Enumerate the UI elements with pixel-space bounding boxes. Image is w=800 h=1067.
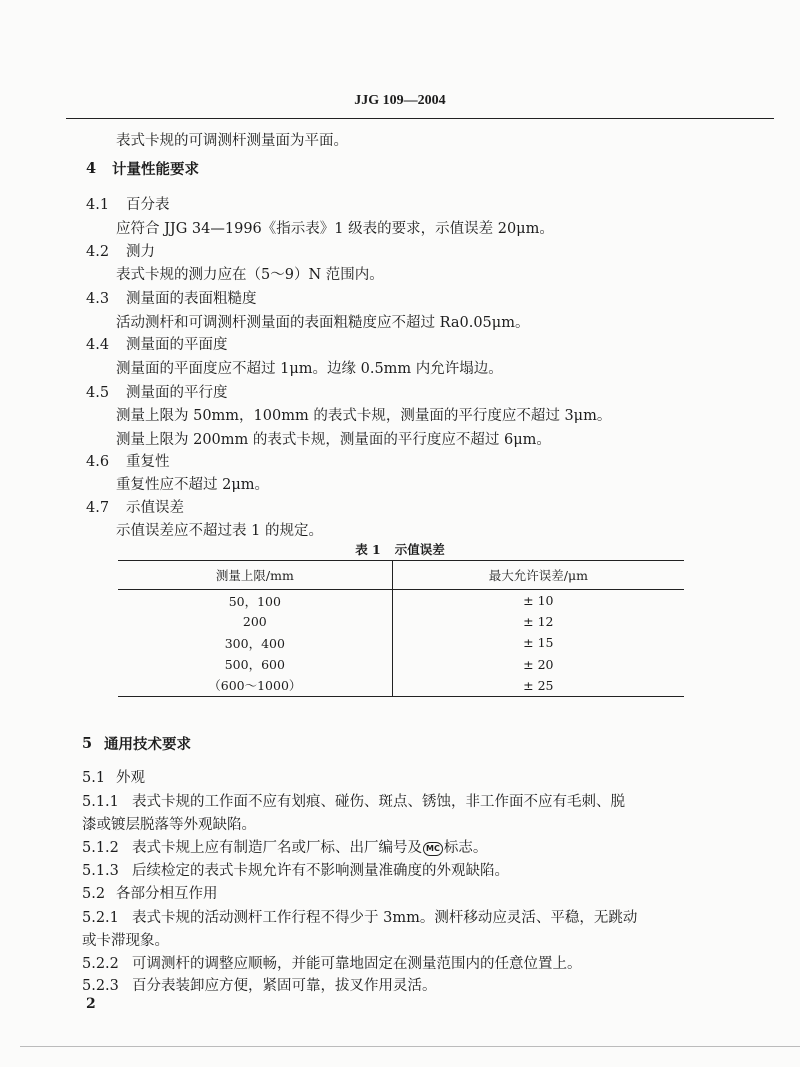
clause-4-3-heading: [86, 289, 257, 309]
clause-number: 5.1: [82, 770, 106, 786]
clause-number: 4.7: [86, 500, 110, 516]
clause-number: 5.1.1: [82, 794, 119, 810]
mc-mark-icon: MC: [423, 842, 443, 856]
page-header-title: JJG 109—2004: [354, 93, 446, 108]
clause-4-4-body: 测量面的平面度应不超过 1μm。边缘 0.5mm 内允许塌边。: [116, 361, 503, 377]
table-row: [118, 632, 684, 653]
clause-number: 4.2: [86, 244, 110, 260]
clause-title: 测量面的平面度: [126, 337, 228, 353]
clause-number: 5.2: [82, 886, 106, 902]
clause-number: 4.4: [86, 337, 110, 353]
section-4-number: 4: [86, 160, 97, 177]
clause-text: 表式卡规上应有制造厂名或厂标、出厂编号及: [132, 840, 422, 856]
clause-4-6-heading: [86, 452, 170, 472]
clause-title: 示值误差: [126, 500, 184, 516]
clause-4-4-heading: [86, 335, 228, 355]
cell-measuring-limit: （600～1000）: [118, 675, 392, 697]
clause-5-2-2: [82, 954, 582, 974]
table-row: [118, 611, 684, 632]
table-row: [118, 590, 684, 612]
clause-text-end: 标志。: [443, 840, 488, 856]
cell-max-error: ± 10: [523, 593, 554, 609]
clause-number: 4.1: [86, 197, 110, 213]
section-5-title: 通用技术要求: [104, 736, 191, 753]
clause-4-5-body-1: 测量上限为 50mm，100mm 的表式卡规，测量面的平行度应不超过 3μm。: [116, 408, 612, 424]
clause-title: 测力: [126, 244, 155, 260]
table-1-title: [0, 540, 800, 558]
clause-4-6-body: 重复性应不超过 2μm。: [116, 477, 270, 493]
table-row: [118, 675, 684, 697]
clause-4-2-body: 表式卡规的测力应在（5～9）N 范围内。: [116, 267, 384, 283]
bottom-rule: [20, 1046, 800, 1047]
cell-measuring-limit: 50，100: [118, 590, 392, 612]
cell-measuring-limit: 500，600: [118, 654, 392, 675]
clause-5-2-1-line-2: 或卡滞现象。: [82, 933, 169, 949]
cell-max-error: ± 20: [523, 656, 554, 672]
clause-5-2-1-line-1: [82, 908, 637, 928]
column-header-measuring-limit: 测量上限/mm: [118, 561, 392, 590]
cell-max-error: ± 25: [392, 675, 684, 697]
clause-title: 重复性: [126, 454, 170, 470]
clause-5-1-2: [82, 838, 487, 858]
table-caption: 示值误差: [394, 542, 445, 557]
clause-4-5-heading: [86, 383, 228, 403]
clause-text: 可调测杆的调整应顺畅，并能可靠地固定在测量范围内的任意位置上。: [132, 956, 582, 972]
clause-title: 外观: [116, 770, 145, 786]
clause-5-1-3: [82, 861, 509, 881]
clause-number: 5.2.2: [82, 956, 119, 972]
clause-number: 5.2.1: [82, 910, 119, 926]
table-header-row: [118, 561, 684, 590]
clause-number: 4.5: [86, 385, 110, 401]
clause-title: 测量面的表面粗糙度: [126, 291, 257, 307]
clause-5-2-heading: [82, 884, 218, 904]
table-label: 表 1: [355, 542, 381, 557]
clause-number: 4.6: [86, 454, 110, 470]
clause-title: 百分表: [126, 197, 170, 213]
clause-5-1-1-line-2: 漆或镀层脱落等外观缺陷。: [82, 817, 256, 833]
clause-4-5-body-2: 测量上限为 200mm 的表式卡规，测量面的平行度应不超过 6μm。: [116, 432, 551, 448]
clause-5-1-heading: [82, 768, 145, 788]
clause-text: 百分表装卸应方便，紧固可靠，拔叉作用灵活。: [132, 978, 437, 994]
clause-4-1-body: 应符合 JJG 34—1996《指示表》1 级表的要求，示值误差 20μm。: [116, 221, 554, 237]
clause-5-2-3: [82, 976, 437, 996]
clause-4-7-heading: [86, 498, 184, 518]
page-number: 2: [86, 996, 96, 1012]
clause-4-3-body: 活动测杆和可调测杆测量面的表面粗糙度应不超过 Ra0.05μm。: [116, 315, 530, 331]
clause-number: 5.1.2: [82, 840, 119, 856]
section-4-title: 计量性能要求: [112, 161, 199, 178]
cell-max-error: ± 12: [523, 614, 554, 630]
clause-text: 后续检定的表式卡规允许有不影响测量准确度的外观缺陷。: [132, 863, 509, 879]
clause-number: 5.2.3: [82, 978, 119, 994]
intro-line: 表式卡规的可调测杆测量面为平面。: [116, 133, 348, 149]
clause-5-1-1-line-1: [82, 792, 625, 812]
clause-4-2-heading: [86, 242, 155, 262]
column-header-max-error: 最大允许误差/μm: [392, 561, 684, 590]
clause-number: 5.1.3: [82, 863, 119, 879]
clause-4-1-heading: [86, 195, 170, 215]
clause-text: 表式卡规的工作面不应有划痕、碰伤、斑点、锈蚀，非工作面不应有毛刺、脱: [132, 794, 625, 810]
error-table: [118, 560, 684, 697]
clause-title: 各部分相互作用: [116, 886, 218, 902]
table-row: [118, 654, 684, 675]
clause-4-7-body: 示值误差应不超过表 1 的规定。: [116, 523, 323, 539]
clause-title: 测量面的平行度: [126, 385, 228, 401]
cell-measuring-limit: 200: [118, 611, 392, 632]
clause-number: 4.3: [86, 291, 110, 307]
header-rule: [66, 118, 774, 119]
clause-text: 表式卡规的活动测杆工作行程不得少于 3mm。测杆移动应灵活、平稳，无跳动: [132, 910, 638, 926]
cell-max-error: ± 15: [523, 635, 554, 651]
cell-measuring-limit: 300，400: [118, 632, 392, 653]
section-5-number: 5: [82, 735, 93, 752]
